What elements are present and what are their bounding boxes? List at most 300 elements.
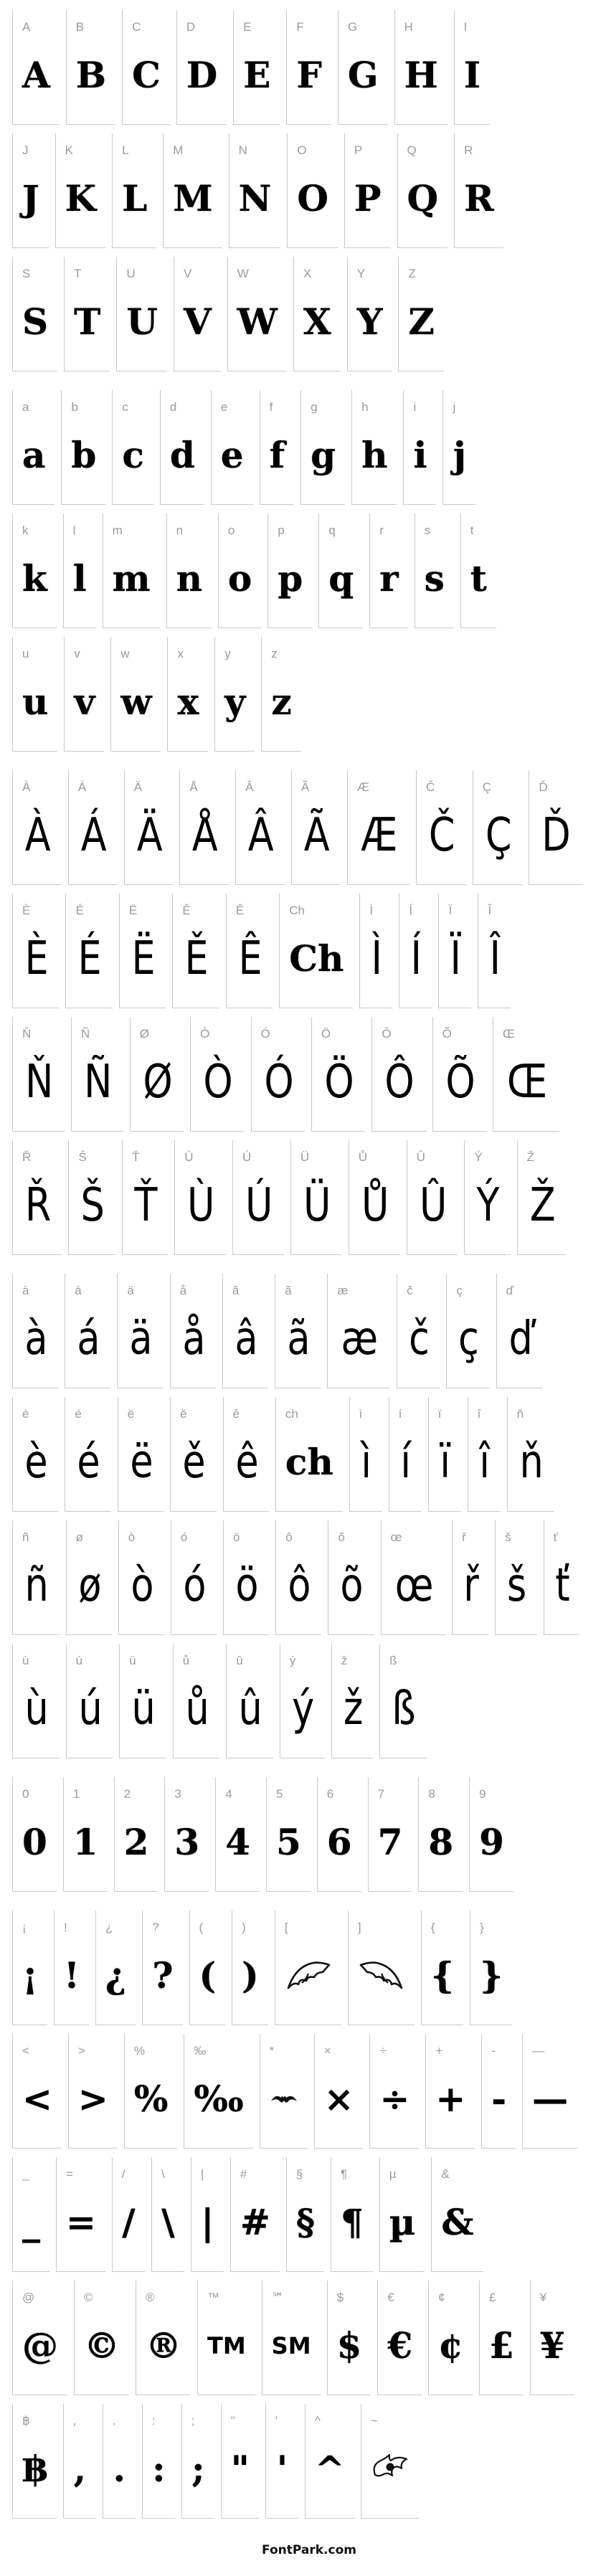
glyph-character <box>349 1168 400 1254</box>
glyph-text: © <box>84 2324 120 2367</box>
glyph-text: ç <box>458 1312 478 1365</box>
glyph-character <box>69 2061 118 2148</box>
cell-character-label: Ä <box>133 780 142 794</box>
glyph-cell <box>232 1140 284 1255</box>
cell-character-label: @ <box>22 2291 35 2304</box>
glyph-character <box>455 37 490 124</box>
glyph-cell <box>454 10 490 125</box>
cell-character-label: Œ <box>503 1027 515 1041</box>
glyph-text: T <box>74 300 101 343</box>
cell-character-label: Z <box>408 267 416 280</box>
glyph-text: _ <box>22 2200 40 2243</box>
glyph-row <box>12 1777 606 1892</box>
glyph-character <box>65 284 110 371</box>
glyph-cell <box>260 390 295 505</box>
glyph-character <box>119 1548 164 1634</box>
glyph-text: ø <box>77 1558 100 1612</box>
cell-character-label: Ú <box>242 1150 252 1164</box>
cell-character-label: 5 <box>275 1787 283 1801</box>
cell-character-label: w <box>120 647 130 660</box>
glyph-character <box>191 2184 224 2271</box>
glyph-cell <box>214 637 255 752</box>
glyph-text: ' <box>276 2447 288 2490</box>
glyph-text: S <box>22 300 49 343</box>
bat-wing-left-icon <box>285 1959 332 1992</box>
glyph-text: Ò <box>203 1055 232 1109</box>
glyph-character <box>168 664 208 751</box>
glyph-character <box>56 161 105 247</box>
glyph-text: l <box>72 557 87 600</box>
glyph-text: @ <box>22 2324 58 2367</box>
glyph-cell <box>438 894 471 1008</box>
cell-character-label: g <box>311 400 318 414</box>
glyph-character <box>267 1804 311 1891</box>
glyph-text: C <box>132 53 161 96</box>
glyph-cell <box>191 2157 224 2272</box>
glyph-cell <box>496 1274 544 1388</box>
glyph-character <box>370 2061 419 2148</box>
glyph-cell <box>176 10 227 125</box>
glyph-character <box>288 161 338 247</box>
glyph-text: L <box>122 176 148 219</box>
glyph-character <box>65 1424 110 1511</box>
glyph-text: — <box>532 2077 569 2120</box>
glyph-character <box>113 161 156 247</box>
glyph-character <box>429 1424 461 1511</box>
glyph-character <box>389 1424 422 1511</box>
cell-character-label: Ë <box>128 904 138 917</box>
glyph-text: . <box>113 2447 126 2490</box>
glyph-cell <box>68 2034 118 2149</box>
cell-character-label: j <box>453 400 456 414</box>
glyph-cell <box>428 1397 461 1512</box>
glyph-character <box>198 2308 255 2395</box>
cell-character-label: Ř <box>22 1150 32 1164</box>
glyph-cell <box>119 1644 166 1758</box>
glyph-cell <box>12 770 62 885</box>
cell-character-label: ý <box>289 1654 296 1667</box>
cell-character-label: 6 <box>326 1787 334 1801</box>
glyph-cell <box>68 1140 115 1255</box>
glyph-cell <box>481 2034 516 2149</box>
glyph-character <box>164 161 222 247</box>
glyph-text: n <box>176 557 202 600</box>
cell-character-label: t <box>470 524 474 537</box>
cell-character-label: Ç <box>482 780 491 794</box>
glyph-cell <box>61 390 105 505</box>
cell-character-label: Ě <box>182 904 191 917</box>
glyph-character <box>227 921 273 1008</box>
glyph-cell <box>469 1777 513 1892</box>
cell-character-label: M <box>173 143 184 157</box>
cell-character-label: À <box>22 780 31 794</box>
glyph-character <box>123 37 170 124</box>
cell-character-label: % <box>133 2044 145 2058</box>
glyph-character <box>417 797 466 884</box>
glyph-text: u <box>22 680 49 723</box>
glyph-text: ì <box>361 1435 371 1489</box>
cell-character-label: ¢ <box>438 2291 445 2304</box>
glyph-cell <box>211 390 253 505</box>
glyph-text: - <box>491 2077 507 2120</box>
glyph-character <box>275 1301 321 1388</box>
glyph-character <box>455 161 503 247</box>
glyph-text: { <box>430 1954 454 1997</box>
cell-character-label: n <box>176 524 184 537</box>
glyph-text: Ñ <box>84 1055 111 1109</box>
glyph-cell <box>12 637 57 752</box>
cell-character-label: O <box>297 143 307 157</box>
glyph-character <box>67 1671 113 1758</box>
glyph-cell <box>432 1017 486 1132</box>
glyph-character <box>171 1548 217 1634</box>
glyph-text: Š <box>80 1178 104 1232</box>
glyph-text: Ch <box>289 937 344 980</box>
glyph-text: Ï <box>450 932 460 985</box>
glyph-text: Y <box>356 300 383 343</box>
glyph-text: Ì <box>371 932 382 985</box>
cell-character-label: á <box>75 1284 82 1297</box>
glyph-character <box>171 1424 216 1511</box>
glyph-character <box>352 417 397 504</box>
glyph-cell <box>112 2157 145 2272</box>
cell-character-label: B <box>75 20 85 34</box>
glyph-text: ( <box>199 1954 217 1997</box>
glyph-cell <box>291 770 341 885</box>
glyph-character <box>345 161 391 247</box>
cell-character-label: ® <box>146 2291 155 2304</box>
group-digits <box>12 1777 606 1892</box>
glyph-cell <box>184 2034 252 2149</box>
glyph-cell <box>218 513 261 628</box>
glyph-character <box>131 1044 184 1131</box>
cell-character-label: ? <box>152 1921 159 1934</box>
glyph-text: I <box>463 53 481 96</box>
cell-character-label: i <box>413 400 417 414</box>
glyph-cell <box>68 770 118 885</box>
glyph-bat-wing-left <box>275 1938 341 2025</box>
glyph-text: c <box>122 433 144 476</box>
cell-character-label: C <box>132 20 141 34</box>
group-uppercase-accented <box>12 770 606 1255</box>
glyph-cell <box>12 390 55 505</box>
cell-character-label: Ê <box>235 904 245 917</box>
glyph-row <box>12 1017 606 1132</box>
glyph-character <box>229 161 281 247</box>
cell-character-label: " <box>230 2414 235 2428</box>
cell-character-label: û <box>236 1654 243 1667</box>
glyph-cell <box>262 2281 321 2395</box>
glyph-character <box>174 1671 220 1758</box>
glyph-cell <box>63 513 96 628</box>
glyph-text: 5 <box>275 1820 301 1863</box>
glyph-text: ¿ <box>105 1954 127 1997</box>
glyph-text: 8 <box>428 1820 454 1863</box>
glyph-cell <box>389 1397 422 1512</box>
glyph-cell <box>416 770 466 885</box>
glyph-text: $ <box>336 2324 362 2367</box>
cell-character-label: k <box>22 524 29 537</box>
glyph-cell <box>418 1777 463 1892</box>
glyph-text: ñ <box>24 1558 48 1612</box>
glyph-cell <box>344 133 391 248</box>
glyph-cell <box>318 513 363 628</box>
cell-character-label: 1 <box>72 1787 80 1801</box>
glyph-row <box>12 2281 606 2395</box>
glyph-character <box>465 1168 510 1254</box>
glyph-character <box>291 1168 342 1254</box>
cell-character-label: € <box>387 2291 394 2304</box>
glyph-character <box>415 541 454 628</box>
glyph-cell <box>174 1140 226 1255</box>
glyph-text: J <box>22 176 39 219</box>
cell-character-label: u <box>22 647 29 660</box>
glyph-character <box>328 1548 374 1634</box>
glyph-text: Ň <box>25 1055 52 1109</box>
glyph-cell <box>173 1644 220 1758</box>
glyph-text: i <box>413 433 427 476</box>
cell-character-label: ã <box>285 1284 292 1297</box>
cell-character-label: { <box>430 1921 435 1934</box>
glyph-character <box>276 1548 321 1634</box>
glyph-cell <box>522 2034 577 2149</box>
glyph-character <box>429 2308 473 2395</box>
cell-character-label: N <box>238 143 247 157</box>
cell-character-label: ฿ <box>22 2414 30 2428</box>
glyph-cell <box>327 1274 390 1388</box>
cell-character-label: - <box>491 2044 496 2058</box>
cell-character-label: ) <box>242 1921 246 1934</box>
glyph-character <box>260 417 295 504</box>
glyph-text: k <box>22 557 47 600</box>
glyph-text: , <box>73 2447 86 2490</box>
glyph-cell <box>171 1520 217 1635</box>
glyph-text: Õ <box>445 1055 474 1109</box>
glyph-text: ý <box>292 1682 313 1736</box>
glyph-cell <box>112 133 156 248</box>
glyph-cell <box>279 894 353 1008</box>
cell-character-label: Ù <box>184 1150 194 1164</box>
cell-character-label: } <box>480 1921 484 1934</box>
glyph-character <box>215 664 255 751</box>
glyph-row <box>12 1910 606 2025</box>
glyph-character <box>523 2061 577 2148</box>
cell-character-label: d <box>169 400 177 414</box>
glyph-text: Ù <box>187 1178 214 1232</box>
glyph-character <box>65 1301 110 1388</box>
glyph-character <box>294 284 341 371</box>
glyph-text: j <box>453 433 466 476</box>
flying-bat-icon <box>371 2453 409 2485</box>
glyph-text: ¢ <box>438 2324 463 2367</box>
glyph-character <box>531 2308 574 2395</box>
glyph-text: W <box>237 300 278 343</box>
glyph-text: Ä <box>136 808 161 862</box>
glyph-character <box>433 1044 486 1131</box>
glyph-cell <box>232 1910 268 2025</box>
glyph-character <box>331 2184 373 2271</box>
cell-character-label: 0 <box>22 1787 29 1801</box>
glyph-text: œ <box>394 1558 432 1612</box>
glyph-character <box>443 417 475 504</box>
glyph-row <box>12 1644 606 1758</box>
glyph-character <box>470 1938 512 2025</box>
glyph-row <box>12 637 606 752</box>
cell-character-label: ň <box>516 1407 524 1421</box>
cell-character-label: ℠ <box>271 2291 285 2304</box>
cell-character-label: S <box>22 267 31 280</box>
cell-character-label: 3 <box>174 1787 181 1801</box>
glyph-text: ó <box>183 1558 205 1612</box>
glyph-character <box>301 417 345 504</box>
glyph-row <box>12 1520 606 1635</box>
glyph-text: y <box>224 680 246 723</box>
glyph-character <box>312 1044 365 1131</box>
glyph-cell <box>181 2404 214 2519</box>
glyph-character <box>96 1938 136 2025</box>
glyph-text: b <box>71 433 97 476</box>
glyph-character <box>422 1938 463 2025</box>
glyph-cell <box>12 133 49 248</box>
glyph-character <box>493 1044 559 1131</box>
glyph-character <box>287 37 331 124</box>
glyph-text: 9 <box>479 1820 504 1863</box>
cell-character-label: ú <box>75 1654 83 1667</box>
cell-character-label: . <box>112 2414 116 2428</box>
glyph-cell <box>369 2034 419 2149</box>
glyph-text: ^ <box>314 2447 345 2490</box>
glyph-text: Æ <box>361 808 397 862</box>
glyph-text: A <box>22 53 50 96</box>
glyph-text: ï <box>440 1435 450 1489</box>
glyph-character <box>65 664 104 751</box>
glyph-character <box>103 2431 136 2518</box>
cell-character-label: é <box>75 1407 82 1421</box>
glyph-cell <box>421 1910 463 2025</box>
glyph-character <box>13 2308 67 2395</box>
cell-character-label: Ť <box>132 1150 140 1164</box>
glyph-character <box>397 1301 440 1388</box>
glyph-character <box>13 161 49 247</box>
glyph-text: ù <box>24 1682 48 1736</box>
cell-character-label: × <box>323 2044 331 2058</box>
glyph-cell <box>64 257 110 371</box>
cell-character-label: Ý <box>474 1150 483 1164</box>
cell-character-label: Č <box>426 780 435 794</box>
glyph-character <box>224 1548 269 1634</box>
glyph-character <box>228 284 287 371</box>
cell-character-label: ( <box>199 1921 204 1934</box>
glyph-text: ú <box>78 1682 101 1736</box>
group-punctuation-symbols <box>12 1910 606 2519</box>
glyph-character <box>103 541 160 628</box>
cell-character-label: ò <box>128 1530 136 1544</box>
glyph-text: ř <box>463 1558 478 1612</box>
cell-character-label: å <box>179 1284 187 1297</box>
glyph-character <box>287 2184 324 2271</box>
glyph-bat-small <box>260 2061 308 2148</box>
glyph-cell <box>328 1520 374 1635</box>
glyph-character <box>380 1671 426 1758</box>
glyph-cell <box>174 257 221 371</box>
glyph-text: ÷ <box>379 2077 410 2120</box>
glyph-cell <box>287 133 338 248</box>
glyph-text: Ö <box>324 1055 353 1109</box>
glyph-character <box>165 1804 209 1891</box>
cell-character-label: , <box>72 2414 77 2428</box>
glyph-cell <box>331 2157 373 2272</box>
glyph-text: Â <box>247 808 273 862</box>
cell-character-label: | <box>200 2167 204 2181</box>
glyph-cell <box>266 1777 311 1892</box>
glyph-text: ô <box>288 1558 310 1612</box>
cell-character-label: Ñ <box>80 1027 90 1041</box>
glyph-text: Č <box>428 808 454 862</box>
glyph-character <box>152 2184 184 2271</box>
glyph-text: Î <box>489 932 500 985</box>
glyph-cell <box>64 637 104 752</box>
cell-character-label: Â <box>245 780 254 794</box>
glyph-character <box>280 921 353 1008</box>
glyph-text: ě <box>182 1435 205 1489</box>
glyph-text: SM <box>271 2331 311 2359</box>
glyph-text: Û <box>419 1178 446 1232</box>
glyph-cell <box>338 10 388 125</box>
cell-character-label: ê <box>232 1407 240 1421</box>
glyph-character <box>439 921 471 1008</box>
glyph-cell <box>394 10 448 125</box>
glyph-character <box>216 1804 260 1891</box>
glyph-character <box>227 1671 273 1758</box>
cell-character-label: ä <box>127 1284 134 1297</box>
cell-character-label: q <box>328 524 336 537</box>
glyph-character <box>190 1938 226 2025</box>
glyph-cell <box>261 637 300 752</box>
cell-character-label: r <box>379 524 384 537</box>
glyph-text: m <box>112 557 151 600</box>
glyph-character <box>13 2431 57 2518</box>
glyph-text: ; <box>191 2447 205 2490</box>
glyph-character <box>252 1044 305 1131</box>
glyph-text: ë <box>130 1435 152 1489</box>
glyph-cell <box>398 257 444 371</box>
cell-character-label: D <box>186 20 196 34</box>
glyph-text: É <box>77 932 101 985</box>
glyph-text: ů <box>185 1682 208 1736</box>
glyph-character <box>382 1548 445 1634</box>
cell-character-label: æ <box>337 1284 349 1297</box>
glyph-character <box>13 284 57 371</box>
glyph-character <box>262 2308 321 2395</box>
glyph-character <box>470 1804 513 1891</box>
glyph-cell <box>12 1777 57 1892</box>
glyph-character <box>497 1301 544 1388</box>
glyph-character <box>57 2184 105 2271</box>
glyph-cell <box>190 1017 244 1132</box>
glyph-cell <box>55 133 105 248</box>
cell-character-label: x <box>177 647 184 660</box>
cell-character-label: ó <box>180 1530 188 1544</box>
glyph-row <box>12 770 606 885</box>
glyph-text: š <box>507 1558 526 1612</box>
glyph-row <box>12 2034 606 2149</box>
cell-character-label: É <box>75 904 84 917</box>
glyph-text: Œ <box>506 1055 546 1109</box>
glyph-character <box>64 1804 108 1891</box>
glyph-character <box>478 921 511 1008</box>
glyph-cell <box>460 513 496 628</box>
glyph-text: ü <box>131 1682 155 1736</box>
